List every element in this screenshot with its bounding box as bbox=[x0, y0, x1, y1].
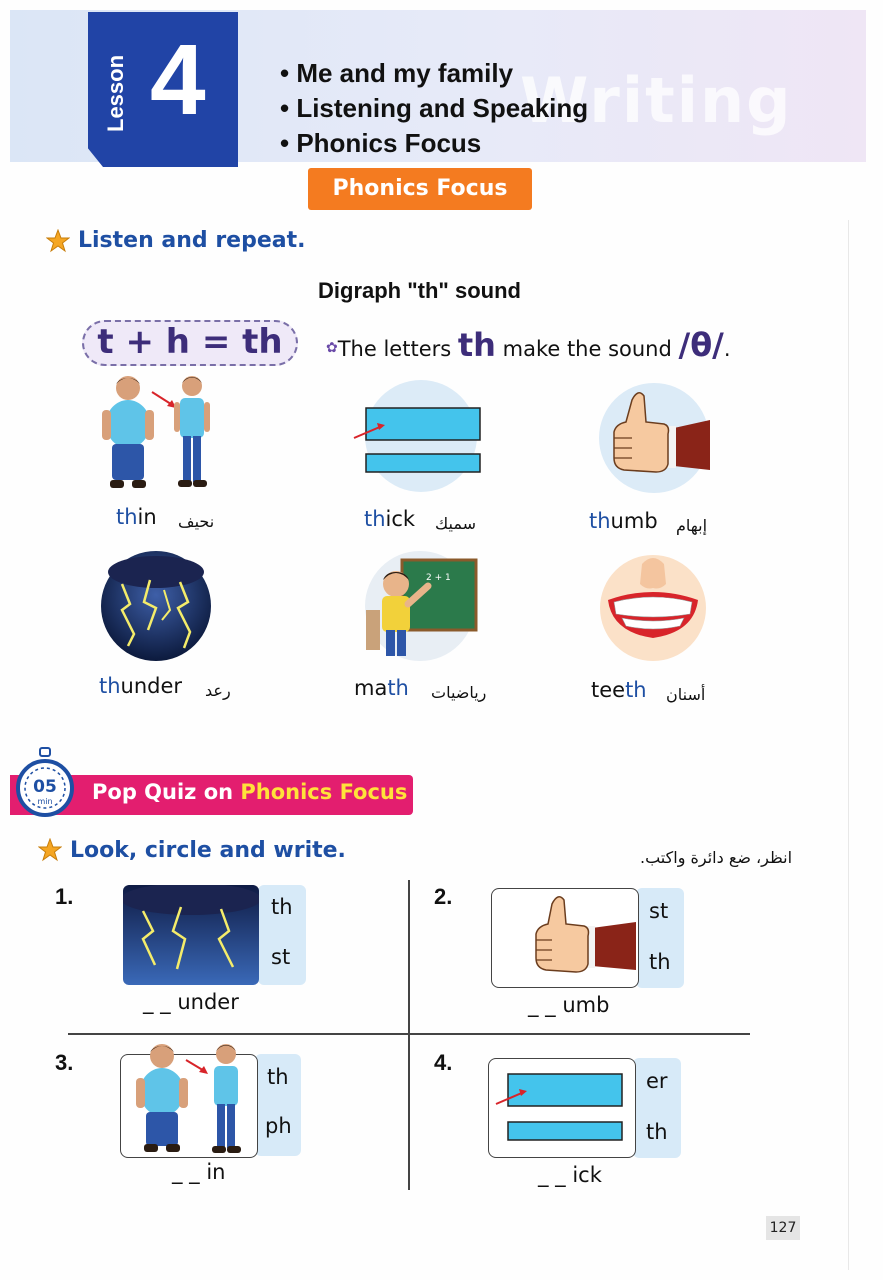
fill-in-blank[interactable]: _ _ under bbox=[143, 990, 239, 1014]
star-icon bbox=[38, 838, 62, 862]
star-icon bbox=[46, 229, 70, 253]
sound-text: . bbox=[723, 337, 731, 361]
lesson-number: 4 bbox=[150, 24, 206, 136]
fill-in-blank[interactable]: _ _ ick bbox=[538, 1163, 602, 1187]
arabic-word: أسنان bbox=[666, 685, 706, 704]
page-number: 127 bbox=[766, 1216, 800, 1240]
topic-item: • Listening and Speaking bbox=[280, 91, 588, 126]
option-text[interactable]: th bbox=[649, 950, 671, 974]
sound-text: The letters bbox=[337, 337, 458, 361]
question-number: 4. bbox=[434, 1050, 453, 1075]
quiz-divider-vertical bbox=[408, 880, 410, 1190]
word-th-part: th bbox=[116, 505, 138, 529]
lesson-word: Lesson bbox=[103, 54, 128, 132]
digraph-title: Digraph "th" sound bbox=[318, 278, 521, 303]
lesson-topics bbox=[280, 56, 588, 161]
option-text[interactable]: st bbox=[271, 945, 291, 969]
word-thumb bbox=[589, 509, 658, 533]
word-math bbox=[354, 676, 409, 700]
word-rest-part: ick bbox=[385, 507, 416, 531]
option-text[interactable]: st bbox=[649, 899, 669, 923]
thick-bars-image bbox=[494, 1068, 628, 1148]
arabic-word: رعد bbox=[205, 681, 231, 700]
word-thin bbox=[116, 505, 157, 529]
math-boy-image bbox=[362, 550, 478, 662]
word-rest-part: in bbox=[137, 505, 157, 529]
option-text[interactable]: ph bbox=[265, 1114, 292, 1138]
arabic-instruction: انظر، ضع دائرة واكتب. bbox=[640, 848, 793, 867]
option-text[interactable]: er bbox=[646, 1069, 668, 1093]
question-number: 2. bbox=[434, 884, 453, 909]
sound-th: th bbox=[457, 326, 496, 364]
word-thick bbox=[364, 507, 415, 531]
sound-text: make the sound bbox=[495, 337, 679, 361]
word-th-part: th bbox=[364, 507, 386, 531]
option-text[interactable]: th bbox=[646, 1120, 668, 1144]
word-teeth bbox=[591, 678, 647, 702]
fill-in-blank[interactable]: _ _ umb bbox=[528, 993, 610, 1017]
word-rest-part: umb bbox=[610, 509, 658, 533]
word-th-part: th bbox=[99, 674, 121, 698]
stopwatch-unit: min bbox=[37, 797, 53, 806]
question-number: 1. bbox=[55, 884, 74, 909]
quiz-title-yellow: Phonics Focus bbox=[240, 780, 408, 804]
quiz-instruction: Look, circle and write. bbox=[70, 838, 346, 863]
topic-item: • Phonics Focus bbox=[280, 126, 588, 161]
arabic-word: رياضيات bbox=[431, 683, 487, 702]
question-number: 3. bbox=[55, 1050, 74, 1075]
arabic-word: إبهام bbox=[676, 516, 708, 535]
stopwatch-icon bbox=[12, 746, 78, 818]
quiz-title-white: Pop Quiz on bbox=[92, 780, 241, 804]
page-edge-line bbox=[848, 220, 849, 1270]
stopwatch-number: 05 bbox=[33, 777, 57, 797]
fill-in-blank[interactable]: _ _ in bbox=[172, 1160, 226, 1184]
word-rest-part: under bbox=[120, 674, 183, 698]
thin-boy-image bbox=[100, 372, 220, 494]
phonics-focus-label: Phonics Focus bbox=[308, 168, 532, 210]
word-thunder bbox=[99, 674, 182, 698]
topic-item: • Me and my family bbox=[280, 56, 588, 91]
sound-explanation bbox=[326, 326, 731, 364]
quiz-divider-horizontal bbox=[68, 1033, 750, 1035]
thumb-image bbox=[530, 892, 638, 982]
arabic-word: سميك bbox=[435, 514, 476, 533]
word-rest-part: tee bbox=[591, 678, 626, 702]
arabic-word: نحيف bbox=[178, 512, 215, 531]
teeth-image bbox=[598, 554, 708, 662]
word-th-part: th bbox=[589, 509, 611, 533]
sound-symbol: /θ/ bbox=[678, 326, 724, 364]
listen-instruction: Listen and repeat. bbox=[78, 228, 306, 253]
thunder-image bbox=[123, 885, 259, 985]
word-rest-part: ma bbox=[354, 676, 388, 700]
option-text[interactable]: th bbox=[271, 895, 293, 919]
thin-boy-image bbox=[130, 1040, 250, 1158]
thumb-image bbox=[598, 380, 714, 496]
flower-icon: ✿ bbox=[326, 340, 338, 356]
thick-bars-image bbox=[352, 380, 490, 492]
thunder-image bbox=[100, 550, 212, 662]
word-th-part: th bbox=[625, 678, 647, 702]
option-text[interactable]: th bbox=[267, 1065, 289, 1089]
pop-quiz-title bbox=[92, 780, 407, 804]
svg-text:2 + 1: 2 + 1 bbox=[426, 573, 451, 583]
word-th-part: th bbox=[387, 676, 409, 700]
digraph-formula: t + h = th bbox=[82, 320, 298, 366]
header-watermark: Writing bbox=[520, 64, 793, 137]
